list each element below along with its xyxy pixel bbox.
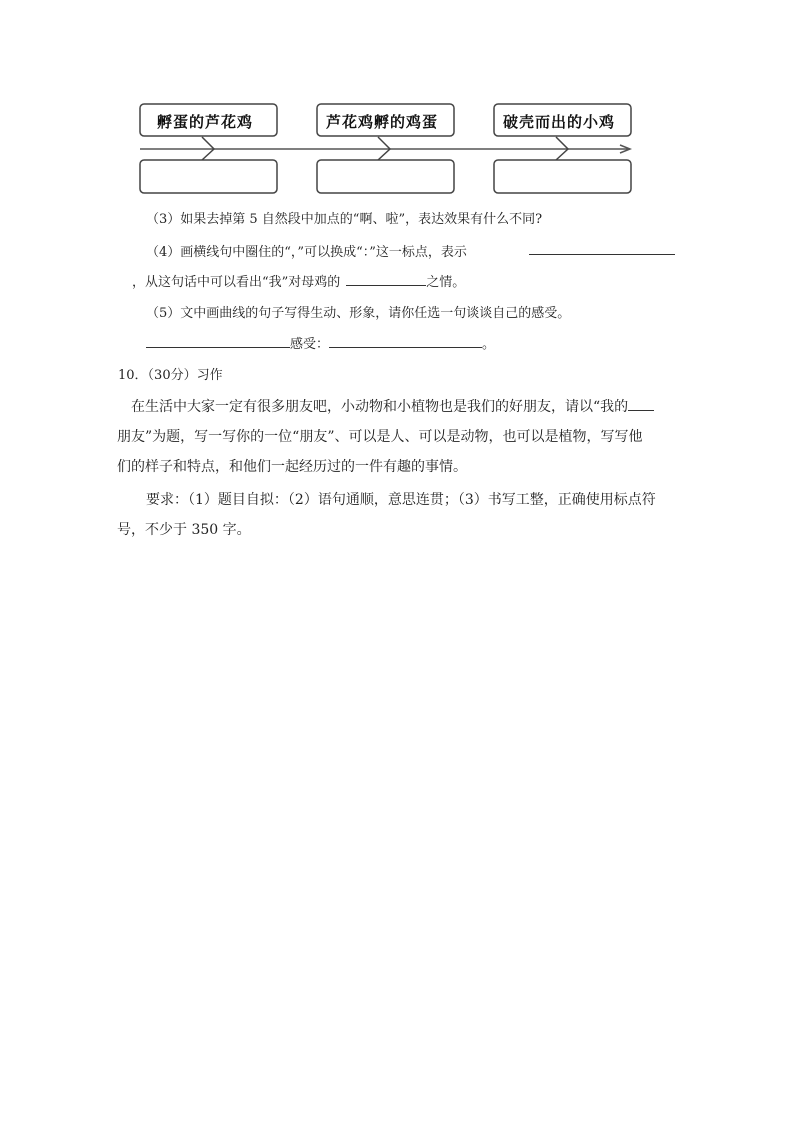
period-mark: 。 [482,337,496,352]
question-3-text: （3）如果去掉第 5 自然段中加点的“啊、啦”，表达效果有什么不同? [146,212,543,227]
requirements-line-1 [146,489,656,509]
stage-label-3: 破壳而出的小鸡 [503,113,616,131]
answer-box-2[interactable] [317,160,454,193]
requirements-line-2 [117,519,251,539]
answer-box-3[interactable] [494,160,631,193]
answer-blank-q5-feeling[interactable] [329,333,482,348]
composition-para-line-2 [117,426,642,446]
answer-blank-q5-sentence[interactable] [146,333,290,348]
question-4-line1 [146,241,467,260]
requirements-text-1: 要求：（1）题目自拟：（2）语句通顺，意思连贯；（3）书写工整，正确使用标点符 [146,492,656,508]
sequence-diagram [0,0,794,200]
composition-text-2: 朋友”为题，写一写你的一位“朋友”、可以是人、可以是动物，也可以是植物，写写他 [117,429,643,445]
diagram-drawing [0,0,794,200]
composition-heading-text: 10．（30分）习作 [118,368,223,383]
composition-para-line-3 [117,456,467,476]
question-4-text: （4）画横线句中圈住的“，”可以换成“：”这一标点，表示 [146,245,467,260]
answer-box-1[interactable] [140,160,277,193]
composition-para-line-1 [131,396,654,416]
requirements-text-2: 号，不少于 350 字。 [117,522,251,538]
composition-text-1: 在生活中大家一定有很多朋友吧，小动物和小植物也是我们的好朋友，请以“我的 [131,399,629,415]
feeling-label: 感受： [290,337,330,352]
stage-label-2: 芦花鸡孵的鸡蛋 [326,113,439,131]
composition-text-3: 们的样子和特点，和他们一起经历过的一件有趣的事情。 [117,459,467,475]
question-4-text-3: 之情。 [426,275,466,290]
question-5-answer-line [146,333,495,352]
question-5 [146,302,570,321]
answer-blank-q4b[interactable] [346,271,426,286]
stage-label-1: 孵蛋的芦花鸡 [157,113,254,131]
title-blank[interactable] [628,396,654,411]
question-4-line2 [132,271,465,290]
answer-blank-q4a[interactable] [529,240,675,255]
composition-heading [118,364,223,383]
question-3 [146,208,542,227]
question-4-text-2: ，从这句话中可以看出“我”对母鸡的 [132,275,341,290]
question-5-text: （5）文中画曲线的句子写得生动、形象，请你任选一句谈谈自己的感受。 [146,306,571,321]
